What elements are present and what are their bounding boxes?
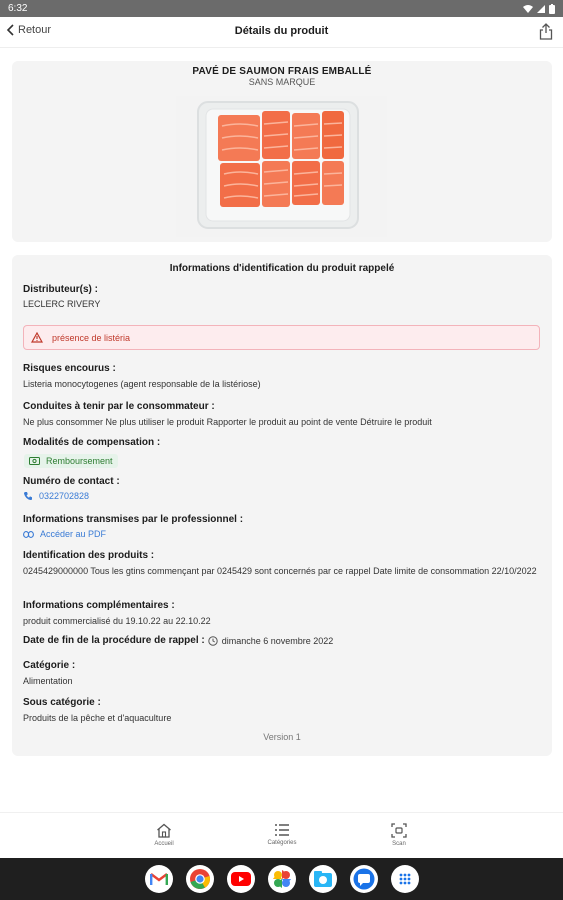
distributor-label: Distributeur(s) : <box>23 284 98 295</box>
risks-value: Listeria monocytogenes (agent responsable de la listériose) <box>23 379 261 389</box>
nav-home[interactable] <box>129 823 199 847</box>
end-date-row <box>23 635 333 646</box>
product-card <box>12 61 552 242</box>
category-value: Alimentation <box>23 676 73 686</box>
nav-categories[interactable] <box>247 823 317 846</box>
recall-info-card <box>12 255 552 756</box>
risks-label: Risques encourus : <box>23 363 116 374</box>
product-image <box>176 96 387 237</box>
conduct-value: Ne plus consommer Ne plus utiliser le produit Rapporter le produit au point de vente Détruire le produit <box>23 417 432 427</box>
info-title: Informations d'identification du produit rappelé <box>169 263 395 274</box>
end-date-value: dimanche 6 novembre 2022 <box>221 635 334 646</box>
nav-categories-label: Catégories <box>267 840 297 846</box>
alert-box <box>23 325 540 350</box>
compensation-value: Remboursement <box>46 456 113 466</box>
category-label: Catégorie : <box>23 660 76 671</box>
chrome-icon[interactable] <box>186 865 214 893</box>
gmail-icon[interactable] <box>145 865 173 893</box>
salmon-tray-image <box>176 96 387 237</box>
complementary-label: Informations complémentaires : <box>23 600 175 611</box>
app-drawer-icon[interactable] <box>391 865 419 893</box>
compensation-label: Modalités de compensation : <box>23 437 161 448</box>
chevron-left-icon <box>6 24 14 36</box>
messages-icon[interactable] <box>350 865 378 893</box>
pdf-link-label: Accéder au PDF <box>40 529 107 539</box>
scan-icon <box>391 823 407 838</box>
version-label: Version 1 <box>263 732 301 742</box>
share-icon <box>539 23 553 40</box>
home-icon <box>156 823 172 838</box>
pro-info-label: Informations transmises par le professionnel : <box>23 514 244 525</box>
back-button[interactable] <box>6 24 51 36</box>
back-label: Retour <box>18 24 52 36</box>
identification-label: Identification des produits : <box>23 550 155 561</box>
identification-value: 0245429000000 Tous les gtins commençant par 0245429 sont concernés par ce rappel Date limite de consommation 22/10/2022 <box>23 566 537 576</box>
youtube-icon[interactable] <box>227 865 255 893</box>
battery-icon <box>549 4 555 14</box>
share-button[interactable] <box>539 23 553 45</box>
nav-scan-label: Scan <box>392 841 406 847</box>
page-title: Détails du produit <box>234 25 329 37</box>
contact-phone-link[interactable] <box>23 491 89 501</box>
header-divider <box>0 47 563 48</box>
signal-icon <box>537 5 545 13</box>
status-time: 6:32 <box>8 3 28 14</box>
status-bar <box>0 0 563 17</box>
nav-scan[interactable] <box>364 823 434 847</box>
phone-icon <box>23 491 33 501</box>
contact-label: Numéro de contact : <box>23 476 120 487</box>
product-brand: SANS MARQUE <box>248 77 316 87</box>
warning-icon <box>31 332 43 343</box>
conduct-label: Conduites à tenir par le consommateur : <box>23 401 215 412</box>
pdf-link[interactable] <box>23 529 106 539</box>
app-header <box>0 17 563 47</box>
link-icon <box>23 531 34 538</box>
files-icon[interactable] <box>309 865 337 893</box>
alert-text: présence de listéria <box>52 332 131 343</box>
money-icon <box>29 457 40 465</box>
product-name: PAVÉ DE SAUMON FRAIS EMBALLÉ <box>192 66 372 77</box>
bottom-navigation <box>0 812 563 858</box>
photos-icon[interactable] <box>268 865 296 893</box>
compensation-badge <box>24 454 118 468</box>
system-dock <box>0 858 563 900</box>
list-icon <box>274 823 290 837</box>
nav-home-label: Accueil <box>154 841 174 847</box>
contact-value: 0322702828 <box>39 491 90 501</box>
wifi-icon <box>523 5 533 13</box>
distributor-value: LECLERC RIVERY <box>23 299 101 309</box>
clock-icon <box>208 636 218 646</box>
subcategory-value: Produits de la pêche et d'aquaculture <box>23 713 172 723</box>
complementary-value: produit commercialisé du 19.10.22 au 22.10.22 <box>23 616 211 626</box>
end-date-label: Date de fin de la procédure de rappel : <box>23 635 205 646</box>
subcategory-label: Sous catégorie : <box>23 697 101 708</box>
